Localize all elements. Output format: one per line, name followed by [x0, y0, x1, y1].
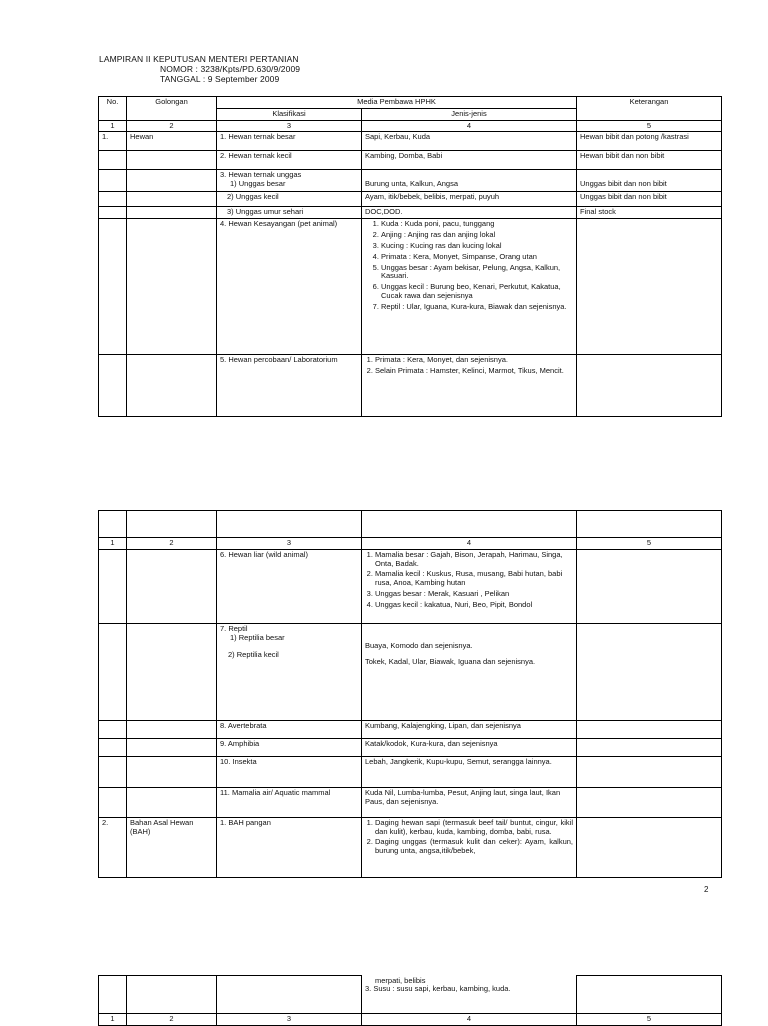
jenis-cell: Buaya, Komodo dan sejenisnya. Tokek, Kadal, Ular, Biawak, Iguana dan sejenisnya.	[362, 623, 577, 720]
col-number-5: 5	[577, 1014, 722, 1026]
klasifikasi-cell: 6. Hewan liar (wild animal)	[217, 549, 362, 623]
klasifikasi-sub: 2) Reptilia kecil	[228, 650, 279, 660]
jenis-item: 1. Daging hewan sapi (termasuk beef tail/ buntut, cingur, kikil dan kulit), kerbau, kuda, kambing, domba, babi, rusa.	[375, 819, 573, 837]
jenis-list	[365, 551, 573, 610]
golongan-cell: Hewan	[127, 132, 217, 151]
table-row	[99, 549, 722, 623]
header-lampiran: LAMPIRAN II KEPUTUSAN MENTERI PERTANIAN	[99, 54, 299, 64]
klasifikasi-cell	[217, 170, 362, 192]
table-row	[99, 623, 722, 720]
jenis-cell: DOC,DOD.	[362, 207, 577, 219]
table-row	[99, 170, 722, 192]
jenis-item: 3. Kucing : Kucing ras dan kucing lokal	[381, 242, 573, 251]
table-row	[99, 151, 722, 170]
jenis-cell: Ayam, itik/bebek, belibis, merpati, puyuh	[362, 192, 577, 207]
klasifikasi-cell: 10. Insekta	[217, 756, 362, 787]
jenis-cell: Sapi, Kerbau, Kuda	[362, 132, 577, 151]
jenis-item: 2. Anjing : Anjing ras dan anjing lokal	[381, 231, 573, 240]
table-row	[99, 787, 722, 817]
jenis-item: 2. Selain Primata : Hamster, Kelinci, Marmot, Tikus, Mencit.	[375, 367, 573, 376]
klasifikasi-cell: 8. Avertebrata	[217, 720, 362, 738]
col-number-1: 1	[99, 120, 127, 132]
keterangan-cell: Unggas bibit dan non bibit	[577, 170, 722, 192]
col-number-4: 4	[362, 1014, 577, 1026]
jenis-item: 7. Reptil : Ular, Iguana, Kura-kura, Biawak dan sejenisnya.	[381, 303, 573, 312]
jenis-item: 4. Primata : Kera, Monyet, Simpanse, Orang utan	[381, 253, 573, 262]
col-number-1: 1	[99, 538, 127, 550]
jenis-cell	[362, 976, 577, 1014]
keterangan-cell: Final stock	[577, 207, 722, 219]
header-tanggal: TANGGAL : 9 September 2009	[160, 74, 280, 84]
col-header-jenis: Jenis-jenis	[362, 108, 577, 120]
jenis-cell: Kumbang, Kalajengking, Lipan, dan sejenisnya	[362, 720, 577, 738]
col-number-3: 3	[217, 120, 362, 132]
jenis-item: 5. Unggas besar : Ayam bekisar, Pelung, Angsa, Kalkun, Kasuari.	[381, 264, 573, 282]
klasifikasi-heading: 7. Reptil	[220, 623, 248, 633]
col-number-3: 3	[217, 538, 362, 550]
jenis-item: 6. Unggas kecil : Burung beo, Kenari, Perkutut, Kakatua, Cucak rawa dan sejenisnya	[381, 283, 573, 301]
col-number-1: 1	[99, 1014, 127, 1026]
jenis-cell: Katak/kodok, Kura-kura, dan sejenisnya	[362, 738, 577, 756]
col-number-4: 4	[362, 120, 577, 132]
jenis-cell: Kuda Nil, Lumba-lumba, Pesut, Anjing laut, singa laut, Ikan Paus, dan sejenisnya.	[362, 787, 577, 817]
document-header	[99, 54, 300, 84]
klasifikasi-cell: 1. Hewan ternak besar	[217, 132, 362, 151]
klasifikasi-cell: 5. Hewan percobaan/ Laboratorium	[217, 355, 362, 417]
table-row	[99, 132, 722, 151]
klasifikasi-heading: 3. Hewan ternak unggas	[220, 170, 302, 180]
jenis-list-cell	[362, 549, 577, 623]
table-row	[99, 738, 722, 756]
keterangan-cell: Hewan bibit dan potong /kastrasi	[577, 132, 722, 151]
page-number: 2	[704, 885, 709, 894]
col-header-no: No.	[99, 97, 127, 121]
jenis-item: 4. Unggas kecil : kakatua, Nuri, Beo, Pipit, Bondol	[375, 601, 573, 610]
table-page-3	[98, 975, 722, 1026]
jenis-item: 3. Susu : susu sapi, kerbau, kambing, kuda.	[365, 984, 511, 994]
jenis-item: 2. Mamalia kecil : Kuskus, Rusa, musang, Babi hutan, babi rusa, Anoa, Kambing hutan	[375, 570, 573, 588]
klasifikasi-cell: 1. BAH pangan	[217, 817, 362, 877]
col-number-2: 2	[127, 538, 217, 550]
col-number-3: 3	[217, 1014, 362, 1026]
jenis-item: 3. Unggas besar : Merak, Kasuari , Pelikan	[375, 590, 573, 599]
jenis-cell: Lebah, Jangkerik, Kupu-kupu, Semut, serangga lainnya.	[362, 756, 577, 787]
table-row	[99, 976, 722, 1014]
col-header-klasifikasi: Klasifikasi	[217, 108, 362, 120]
klasifikasi-cell	[217, 623, 362, 720]
jenis-list-cell	[362, 219, 577, 355]
golongan-cell: Bahan Asal Hewan (BAH)	[127, 817, 217, 877]
table-row	[99, 207, 722, 219]
klasifikasi-sub: 1) Reptilia besar	[230, 632, 285, 642]
col-number-2: 2	[127, 120, 217, 132]
col-header-media: Media Pembawa HPHK	[217, 97, 577, 109]
col-number-2: 2	[127, 1014, 217, 1026]
table-row	[99, 219, 722, 355]
klasifikasi-cell: 9. Amphibia	[217, 738, 362, 756]
table-row	[99, 355, 722, 417]
row-number: 2.	[99, 817, 127, 877]
klasifikasi-cell: 3) Unggas umur sehari	[217, 207, 362, 219]
col-number-4: 4	[362, 538, 577, 550]
jenis-list	[365, 220, 573, 311]
jenis-cell: Burung unta, Kalkun, Angsa	[362, 170, 577, 192]
klasifikasi-cell: 2. Hewan ternak kecil	[217, 151, 362, 170]
keterangan-cell: Unggas bibit dan non bibit	[577, 192, 722, 207]
jenis-item: 1. Mamalia besar : Gajah, Bison, Jerapah, Harimau, Singa, Onta, Badak.	[375, 551, 573, 569]
table-page-2	[98, 510, 722, 878]
table-page-1	[98, 96, 722, 417]
table-row	[99, 817, 722, 877]
jenis-item: 1. Primata : Kera, Monyet, dan sejenisnya.	[375, 356, 573, 365]
klasifikasi-sub: 1) Unggas besar	[230, 179, 286, 189]
jenis-item: 1. Kuda : Kuda poni, pacu, tunggang	[381, 220, 573, 229]
keterangan-cell: Hewan bibit dan non bibit	[577, 151, 722, 170]
col-number-5: 5	[577, 120, 722, 132]
jenis-item: 2. Daging unggas (termasuk kulit dan ceker): Ayam, kalkun, burung unta, angsa,itik/bebek,	[375, 838, 573, 856]
jenis-list	[365, 356, 573, 376]
table-row	[99, 720, 722, 738]
row-number: 1.	[99, 132, 127, 151]
table-row	[99, 192, 722, 207]
jenis-list-cell	[362, 355, 577, 417]
jenis-list	[365, 819, 573, 856]
klasifikasi-cell: 11. Mamalia air/ Aquatic mammal	[217, 787, 362, 817]
col-number-5: 5	[577, 538, 722, 550]
table-row	[99, 756, 722, 787]
jenis-cell: Kambing, Domba, Babi	[362, 151, 577, 170]
continued-text: merpati, belibis	[375, 975, 426, 985]
klasifikasi-cell: 4. Hewan Kesayangan (pet animal)	[217, 219, 362, 355]
col-header-golongan: Golongan	[127, 97, 217, 121]
col-header-keterangan: Keterangan	[577, 97, 722, 121]
header-nomor: NOMOR : 3238/Kpts/PD.630/9/2009	[160, 64, 301, 74]
klasifikasi-cell: 2) Unggas kecil	[217, 192, 362, 207]
jenis-list-cell	[362, 817, 577, 877]
